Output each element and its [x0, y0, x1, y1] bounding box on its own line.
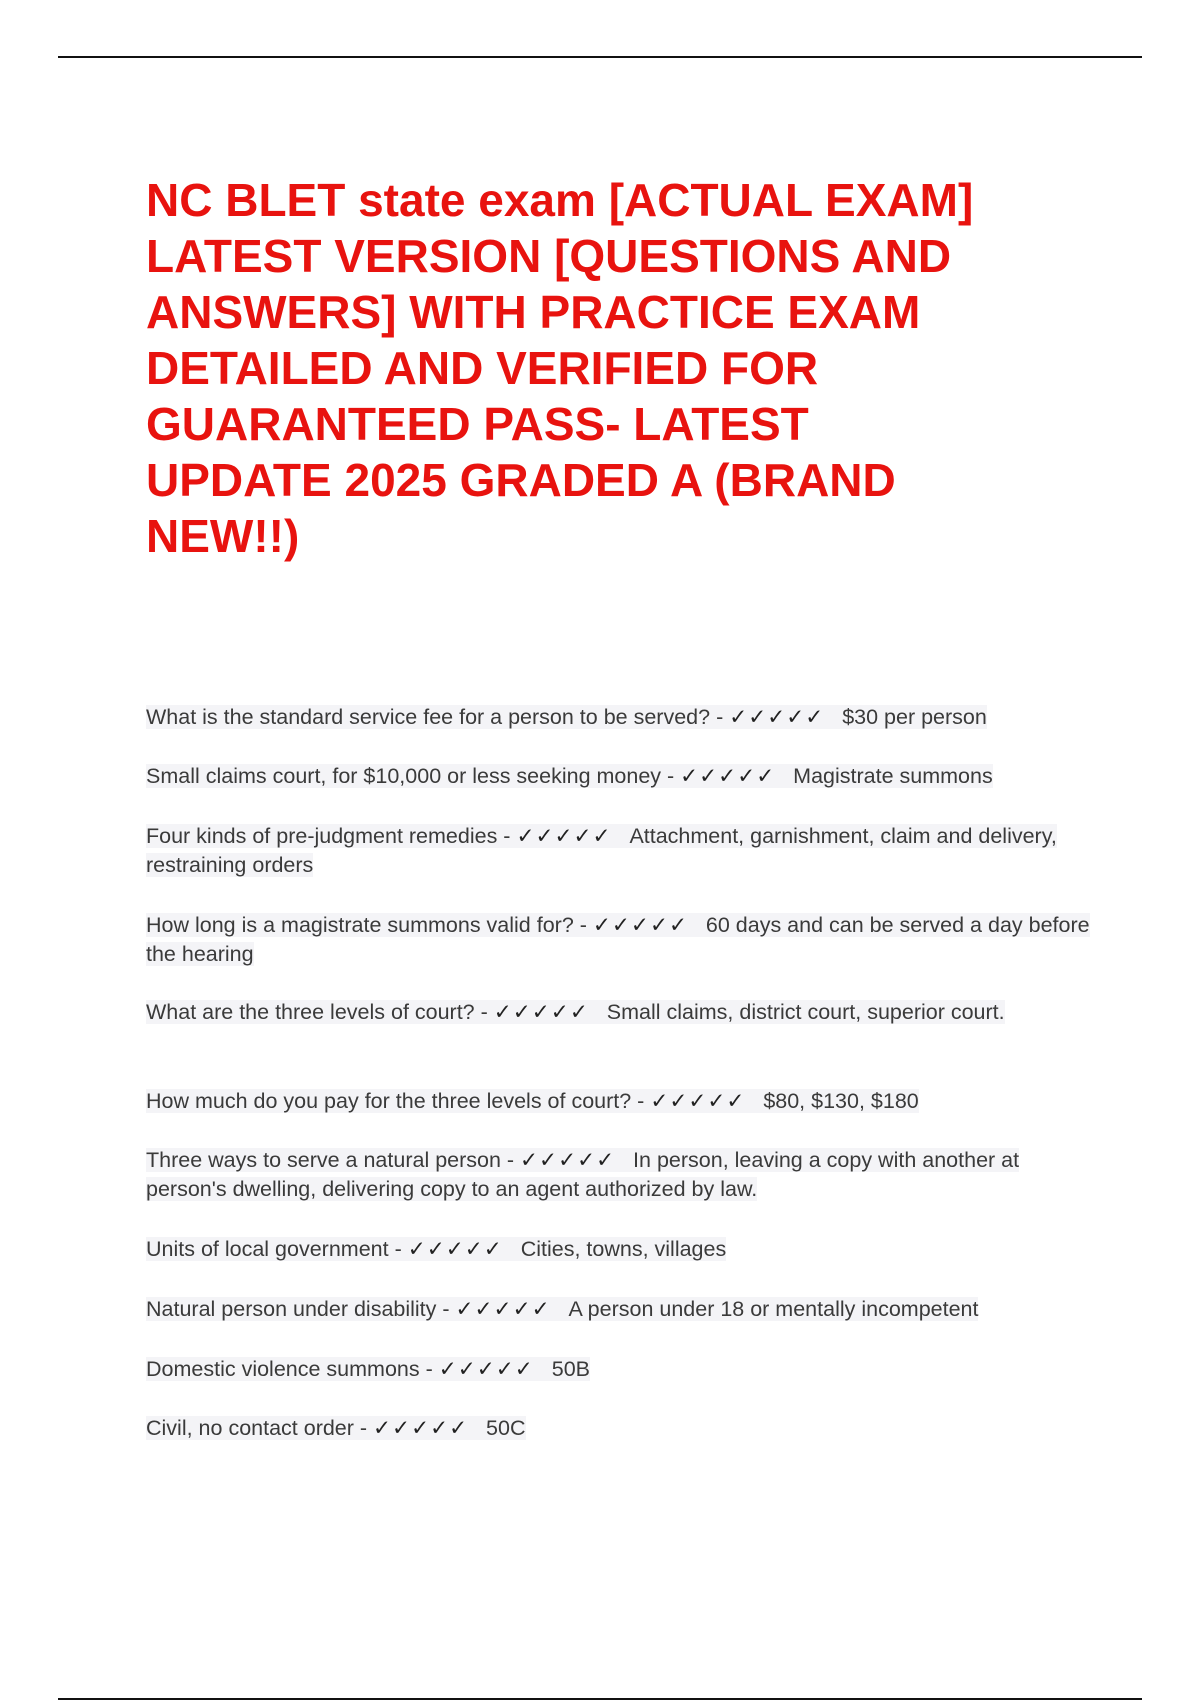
question-text: Units of local government — [146, 1237, 389, 1261]
separator: - — [661, 764, 681, 788]
question-text: What is the standard service fee for a person to be served? — [146, 705, 711, 729]
separator: - — [388, 1237, 408, 1261]
answer-text: $30 per person — [842, 705, 987, 729]
checkmark-icon: ✓✓✓✓✓ — [650, 1089, 746, 1113]
separator: - — [631, 1089, 651, 1113]
checkmark-icon: ✓✓✓✓✓ — [455, 1297, 551, 1321]
qa-text — [146, 1416, 526, 1440]
qa-item — [146, 762, 993, 791]
qa-text — [146, 705, 987, 729]
qa-text — [146, 1357, 590, 1381]
qa-text — [146, 1148, 1019, 1201]
qa-item — [146, 1235, 726, 1264]
qa-text — [146, 1297, 978, 1321]
question-text: Three ways to serve a natural person — [146, 1148, 501, 1172]
qa-item — [146, 822, 1096, 880]
checkmark-icon: ✓✓✓✓✓ — [373, 1416, 469, 1440]
separator: - — [474, 1000, 494, 1024]
separator: - — [573, 913, 593, 937]
qa-text — [146, 913, 1090, 966]
qa-text — [146, 1089, 919, 1113]
qa-item — [146, 703, 987, 732]
checkmark-icon: ✓✓✓✓✓ — [438, 1357, 534, 1381]
qa-text — [146, 1000, 1005, 1024]
checkmark-icon: ✓✓✓✓✓ — [516, 824, 612, 848]
separator: - — [419, 1357, 439, 1381]
document-title: NC BLET state exam [ACTUAL EXAM] LATEST VERSION [QUESTIONS AND ANSWERS] WITH PRACTICE EXAM DETAILED AND VERIFIED FOR GUARANTEED PASS- LATEST UPDATE 2025 GRADED A (BRAND NEW!!) — [146, 174, 974, 562]
answer-text: 50C — [486, 1416, 526, 1440]
answer-text: $80, $130, $180 — [763, 1089, 919, 1113]
question-text: Domestic violence summons — [146, 1357, 420, 1381]
separator: - — [353, 1416, 374, 1440]
qa-item — [146, 1355, 590, 1384]
qa-item — [146, 998, 1005, 1027]
answer-text: Small claims, district court, superior court. — [606, 1000, 1005, 1024]
qa-text — [146, 824, 1057, 877]
qa-item — [146, 1087, 919, 1116]
answer-text: Attachment, garnishment, claim and delivery, restraining orders — [146, 824, 1057, 877]
answer-text: A person under 18 or mentally incompetent — [568, 1297, 979, 1321]
qa-item — [146, 911, 1096, 969]
answer-text: Magistrate summons — [793, 764, 993, 788]
separator: - — [497, 824, 517, 848]
answer-text: 50B — [551, 1357, 590, 1381]
qa-text — [146, 764, 993, 788]
top-rule — [58, 56, 1142, 58]
question-text: Four kinds of pre-judgment remedies — [146, 824, 498, 848]
answer-text: Cities, towns, villages — [520, 1237, 727, 1261]
checkmark-icon: ✓✓✓✓✓ — [520, 1148, 616, 1172]
question-text: How much do you pay for the three levels of court? — [146, 1089, 632, 1113]
checkmark-icon: ✓✓✓✓✓ — [680, 764, 776, 788]
qa-item — [146, 1295, 978, 1324]
separator: - — [710, 705, 730, 729]
answer-text: In person, leaving a copy with another at person's dwelling, delivering copy to an agent authorized by law. — [146, 1148, 1020, 1201]
checkmark-icon: ✓✓✓✓✓ — [729, 705, 825, 729]
question-text: What are the three levels of court? — [146, 1000, 475, 1024]
checkmark-icon: ✓✓✓✓✓ — [592, 913, 688, 937]
question-text: Civil, no contact order — [146, 1416, 354, 1440]
checkmark-icon: ✓✓✓✓✓ — [407, 1237, 503, 1261]
separator: - — [436, 1297, 456, 1321]
answer-text: 60 days and can be served a day before the hearing — [146, 913, 1090, 966]
separator: - — [500, 1148, 521, 1172]
question-text: Small claims court, for $10,000 or less seeking money — [146, 764, 662, 788]
qa-text — [146, 1237, 726, 1261]
question-text: Natural person under disability — [146, 1297, 437, 1321]
qa-item — [146, 1414, 526, 1443]
question-text: How long is a magistrate summons valid for? — [146, 913, 574, 937]
qa-item — [146, 1146, 1096, 1204]
checkmark-icon: ✓✓✓✓✓ — [493, 1000, 589, 1024]
